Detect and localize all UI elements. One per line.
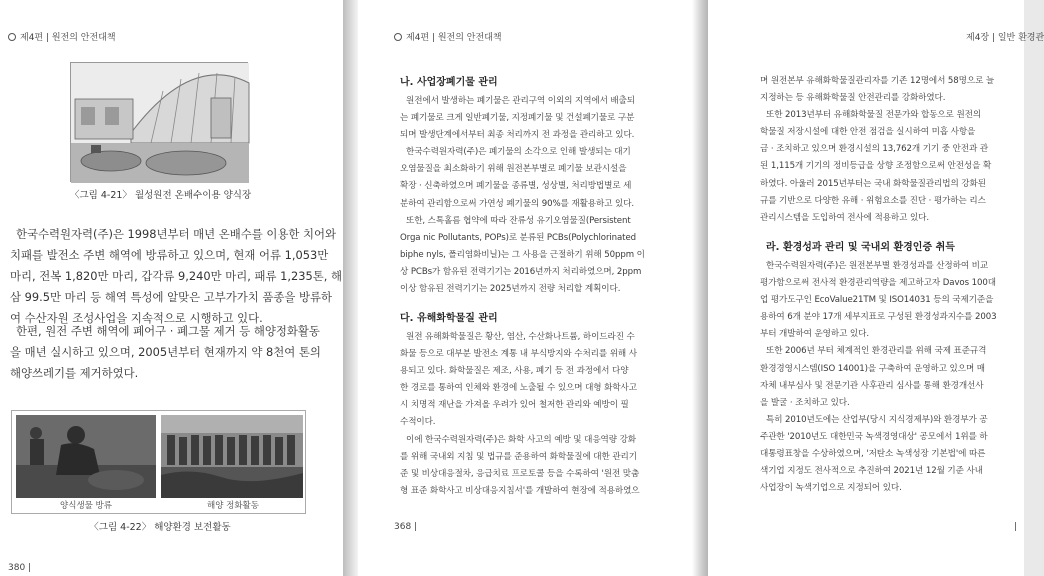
right-top-body: [760, 73, 994, 227]
text-line: 수적이다.: [400, 417, 436, 428]
text-line: 이에 한국수력원자력(주)은 화학 사고의 예방 및 대응역량 강화: [406, 434, 636, 445]
running-head-middle: [394, 30, 502, 43]
text-line: 또한, 스톡홀름 협약에 따라 잔류성 유기오염물질(Persistent: [406, 215, 631, 226]
text-line: 색기업 지정도 전사적으로 추진하여 2021년 12월 기준 사내: [760, 466, 983, 477]
running-head-right: [966, 30, 1044, 43]
text-line: 는 폐기물로 크게 일반폐기물, 지정폐기물 및 건설폐기물로 구분: [400, 113, 635, 124]
text-line: 여 수산자원 조성사업을 지속적으로 시행하고 있다.: [10, 311, 263, 325]
text-line: 지정하는 등 유해화학물질 안전관리를 강화하였다.: [760, 93, 946, 104]
left-paragraph-1: [10, 224, 342, 329]
text-line: 형 표준 화학사고 비상대응지침서'를 개발하여 현장에 적용하였으: [400, 485, 640, 496]
text-line: 규를 기반으로 다양한 유해 · 위험요소를 진단 · 평가하는 리스: [760, 195, 986, 206]
text-line: 평가함으로써 전사적 환경관리역량을 제고하고자 Davos 100대: [760, 278, 996, 289]
page-number-left: 380 |: [8, 563, 32, 573]
text-line: 을 발굴 · 조치하고 있다.: [760, 397, 850, 408]
text-line: 시 치명적 재난을 가져올 우려가 있어 철저한 관리와 예방이 필: [400, 400, 629, 411]
text-line: 된 1,115개 기기의 정비등급을 상향 조정함으로써 안전성을 확: [760, 161, 992, 172]
text-line: 또한 2013년부터 유해화학물질 전문가와 합동으로 원전의: [766, 110, 982, 121]
section-da-title: 다. 유해화학물질 관리: [400, 313, 498, 324]
text-line: 준 및 비상대응절차, 응급치료 프로토콜 등을 수록하여 '원전 맞춤: [400, 468, 640, 479]
sea-cleanup-image: [161, 415, 303, 498]
text-line: 금 · 조치하고 있으며 환경시설의 13,762개 기기 중 안전과 관: [760, 144, 989, 155]
text-line: 하였다. 아울러 2015년부터는 국내 화학물질관리법의 강화된: [760, 178, 986, 189]
photo2-caption: 〈그림 4-22〉 해양환경 보전활동: [89, 522, 231, 533]
text-line: 확장 · 신축하였으며 폐기물을 종류별, 성상별, 처리방법별로 세: [400, 181, 632, 192]
text-line: 한국수력원자력(주)은 폐기물의 소각으로 인해 발생되는 대기: [406, 147, 631, 158]
running-head-left: [8, 30, 116, 43]
text-line: 업 평가도구인 EcoValue21TM 및 ISO14031 등의 국제기준을: [760, 295, 994, 306]
running-head-text: 제4편 | 원전의 안전대책: [406, 33, 502, 43]
text-line: Orga nic Pollutants, POPs)로 분류된 PCBs(Polychlorinated: [400, 232, 636, 243]
text-line: 부터 개발하여 운영하고 있다.: [760, 329, 869, 340]
left-page: [0, 0, 343, 576]
gutter-shadow-left: [343, 0, 358, 576]
text-line: 사업장이 녹색기업으로 지정되어 있다.: [760, 483, 902, 494]
text-line: 대통령표창을 수상하였으며, '저탄소 녹색성장 기본법'에 따른: [760, 449, 986, 460]
text-line: 원전에서 발생하는 폐기물은 관리구역 이외의 지역에서 배출되: [406, 96, 636, 106]
fish-farm-photo: [70, 62, 248, 182]
section-na-title: 나. 사업장폐기물 관리: [400, 77, 498, 88]
text-line: 용하여 6개 분야 17개 세부지표로 구성된 환경성과지수를 2003: [760, 312, 997, 323]
running-head-marker-icon: [8, 33, 16, 41]
marine-activity-photos: [11, 410, 306, 514]
page-number-middle: 368 |: [394, 522, 418, 532]
text-line: 한 경로를 통하여 인체와 환경에 노출될 수 있으며 대형 화학사고: [400, 383, 637, 394]
text-line: 용되고 있다. 화학물질은 제조, 사용, 폐기 등 전 과정에서 다양: [400, 366, 629, 377]
gutter-shadow-right: [692, 0, 708, 576]
text-line: 을 매년 실시하고 있으며, 2005년부터 현재까지 약 8천여 톤의: [10, 345, 321, 359]
text-line: 분하여 관리함으로써 가연성 폐기물의 90%를 재활용하고 있다.: [400, 198, 635, 209]
text-line: 상 PCBs가 함유된 전력기기는 2016년까지 처리하였으며, 2ppm: [400, 266, 642, 277]
text-line: biphe nyls, 폴리염화비닐)는 그 사용을 근절하기 위해 50ppm 이: [400, 249, 645, 260]
text-line: 또한 2006년 부터 체계적인 환경관리를 위해 국제 표준규격: [766, 346, 987, 357]
text-line: 며 원전본부 유해화학물질관리자를 기존 12명에서 58명으로 늘: [760, 76, 995, 86]
left-paragraph-2: [10, 321, 321, 384]
text-line: 자체 내부심사 및 전문기관 사후관리 심사를 통해 환경개선사: [760, 380, 984, 391]
section-ra-body: [760, 258, 996, 497]
photo1-caption: 〈그림 4-21〉 월성원전 온배수이용 양식장: [70, 190, 252, 201]
sea-cleanup-photo: [161, 415, 303, 498]
running-head-text: 제4편 | 원전의 안전대책: [20, 33, 116, 43]
text-line: 환경경영시스템(ISO 14001)을 구축하여 운영하고 있으며 매: [760, 363, 985, 374]
text-line: 해양쓰레기를 제거하였다.: [10, 366, 139, 380]
running-head-text: 제4장 | 일반 환경관: [966, 33, 1044, 43]
text-line: 원전 유해화학물질은 황산, 염산, 수산화나트륨, 하이드라진 수: [406, 332, 635, 342]
text-line: 한편, 원전 주변 해역에 폐어구 · 폐그물 제거 등 해양정화활동: [16, 324, 320, 338]
text-line: 학물질 저장시설에 대한 안전 점검을 실시하여 미흡 사항을: [760, 127, 976, 138]
text-line: 주관한 '2010년도 대한민국 녹색경영대상' 공모에서 1위를 하: [760, 431, 988, 442]
section-ra-title: 라. 환경성과 관리 및 국내외 환경인증 취득: [766, 242, 955, 253]
text-line: 마리, 전복 1,820만 마리, 갑각류 9,240만 마리, 패류 1,235톤, 해: [10, 269, 342, 283]
fish-release-image: [16, 415, 156, 498]
text-line: 를 위해 국내외 지침 및 법규를 준용하여 화학물질에 대한 관리기: [400, 451, 637, 462]
section-na-body: [400, 93, 645, 298]
middle-page: [358, 0, 704, 576]
page-number-right: |: [1014, 522, 1018, 532]
text-line: 특히 2010년도에는 산업부(당시 지식경제부)와 환경부가 공: [766, 414, 988, 425]
right-page: [708, 0, 1044, 576]
sea-cleanup-label: 해양 정화활동: [207, 501, 259, 511]
text-line: 되며 발생단계에서부터 최종 처리까지 전 과정을 관리하고 있다.: [400, 130, 635, 141]
text-line: 오염물질을 최소화하기 위해 원전본부별로 폐기물 보관시설을: [400, 164, 627, 175]
section-da-body: [400, 329, 640, 500]
text-line: 한국수력원자력(주)은 1998년부터 매년 온배수를 이용한 치어와: [16, 227, 337, 241]
text-line: 한국수력원자력(주)은 원전본부별 환경성과를 산정하여 비교: [766, 261, 989, 271]
text-line: 관리시스템을 도입하여 전사에 적용하고 있다.: [760, 212, 929, 223]
fish-release-label: 양식생물 방류: [60, 501, 112, 511]
text-line: 삼 99.5만 마리 등 해역 특성에 알맞은 고부가가치 품종을 방류하: [10, 290, 333, 304]
text-line: 치패를 발전소 주변 해역에 방류하고 있으며, 현재 어류 1,053만: [10, 248, 329, 262]
text-line: 이상 함유된 전력기기는 2025년까지 전량 처리할 계획이다.: [400, 284, 621, 295]
fish-release-photo: [16, 415, 156, 498]
text-line: 화물 등으로 대부분 발전소 계통 내 부식방지와 수처리를 위해 사: [400, 349, 637, 360]
fish-farm-photo-image: [71, 63, 249, 183]
running-head-marker-icon: [394, 33, 402, 41]
